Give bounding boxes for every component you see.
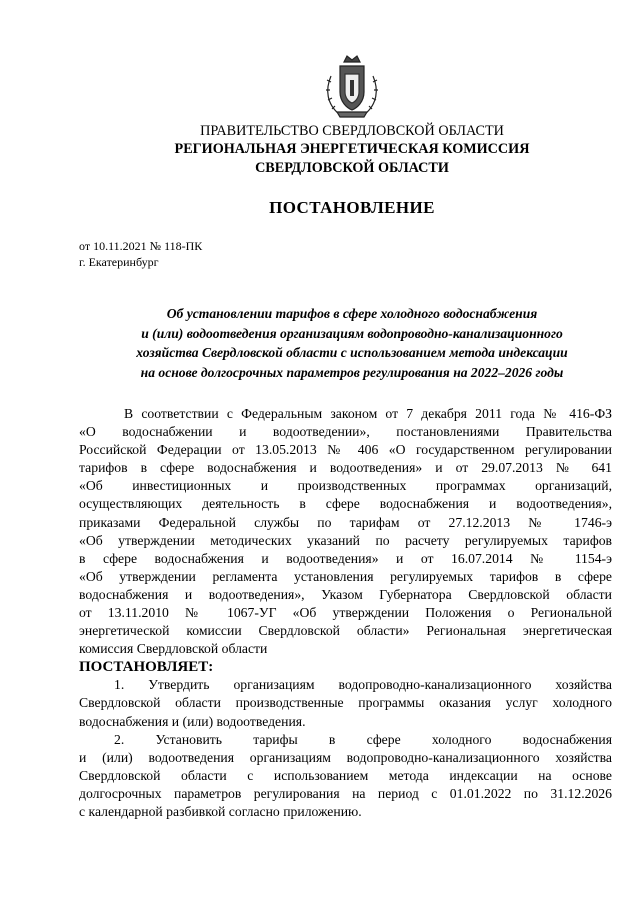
government-name: ПРАВИТЕЛЬСТВО СВЕРДЛОВСКОЙ ОБЛАСТИ bbox=[200, 123, 504, 139]
text-line: энергетической комиссии Свердловской области» Региональная энергетическая bbox=[79, 623, 612, 639]
text-line: тарифов в сфере водоснабжения и водоотведения» и от 29.07.2013 № 641 bbox=[79, 460, 612, 476]
subject-line: и (или) водоотведения организациям водопроводно-канализационного bbox=[141, 325, 563, 341]
text-line: Свердловской области с использованием метода индексации на основе bbox=[79, 767, 612, 783]
text-line: «О водоснабжении и водоотведении», постановлениями Правительства bbox=[79, 424, 612, 440]
text-line: и (или) водоотведения организациям водопроводно-канализационного хозяйства bbox=[79, 749, 612, 765]
text-line: «Об утверждении регламента установления регулируемых тарифов в сфере bbox=[79, 568, 612, 584]
date-number: от 10.11.2021 № 118-ПК bbox=[79, 239, 203, 253]
text-line: В соответствии с Федеральным законом от 7 декабря 2011 года № 416-ФЗ bbox=[124, 406, 612, 421]
region-name: СВЕРДЛОВСКОЙ ОБЛАСТИ bbox=[255, 160, 449, 176]
subject-line: хозяйства Свердловской области с использованием метода индексации bbox=[136, 345, 568, 360]
text-line: от 13.11.2010 № 1067-УГ «Об утверждении Положения о Региональной bbox=[79, 605, 612, 621]
item-1 bbox=[79, 676, 612, 730]
text-line: Свердловской области производственные программы оказания услуг холодного bbox=[79, 695, 612, 711]
text-line: «Об утверждении методических указаний по расчету регулируемых тарифов bbox=[79, 532, 612, 548]
text-line: 2. Установить тарифы в сфере холодного водоснабжения bbox=[114, 731, 612, 747]
subject-line: Об установлении тарифов в сфере холодного водоснабжения bbox=[166, 306, 538, 321]
text-line: приказами Федеральной службы по тарифам от 27.12.2013 № 1746-э bbox=[79, 514, 612, 530]
text-line: водоснабжения и (или) водоотведения. bbox=[79, 713, 306, 729]
document-body bbox=[79, 405, 612, 821]
city: г. Екатеринбург bbox=[79, 255, 159, 269]
text-line: «Об инвестиционных и производственных программах организаций, bbox=[79, 478, 612, 494]
text-line: комиссия Свердловской области bbox=[79, 641, 268, 657]
commission-name: РЕГИОНАЛЬНАЯ ЭНЕРГЕТИЧЕСКАЯ КОМИССИЯ bbox=[174, 141, 530, 157]
preamble bbox=[79, 405, 612, 658]
text-line: с календарной разбивкой согласно приложению. bbox=[79, 803, 362, 819]
document-subject bbox=[0, 304, 640, 382]
subject-line: на основе долгосрочных параметров регулирования на 2022–2026 годы bbox=[140, 364, 564, 380]
text-line: в сфере водоснабжения и водоотведения» и от 16.07.2014 № 1154-э bbox=[79, 550, 612, 566]
text-line: долгосрочных параметров регулирования на период с 01.01.2022 по 31.12.2026 bbox=[79, 785, 612, 801]
resolves-heading: ПОСТАНОВЛЯЕТ: bbox=[79, 659, 214, 676]
item-2 bbox=[79, 731, 612, 821]
text-line: 1. Утвердить организациям водопроводно-канализационного хозяйства bbox=[114, 677, 612, 693]
text-line: водоснабжения и водоотведения», Указом Губернатора Свердловской области bbox=[79, 586, 612, 602]
coat-of-arms-emblem bbox=[317, 52, 387, 122]
text-line: осуществляющих деятельность в сфере водоснабжения и водоотведения», bbox=[79, 496, 612, 512]
text-line: Российской Федерации от 13.05.2013 № 406 «О государственном регулировании bbox=[79, 442, 612, 458]
document-type: ПОСТАНОВЛЕНИЕ bbox=[269, 198, 435, 217]
